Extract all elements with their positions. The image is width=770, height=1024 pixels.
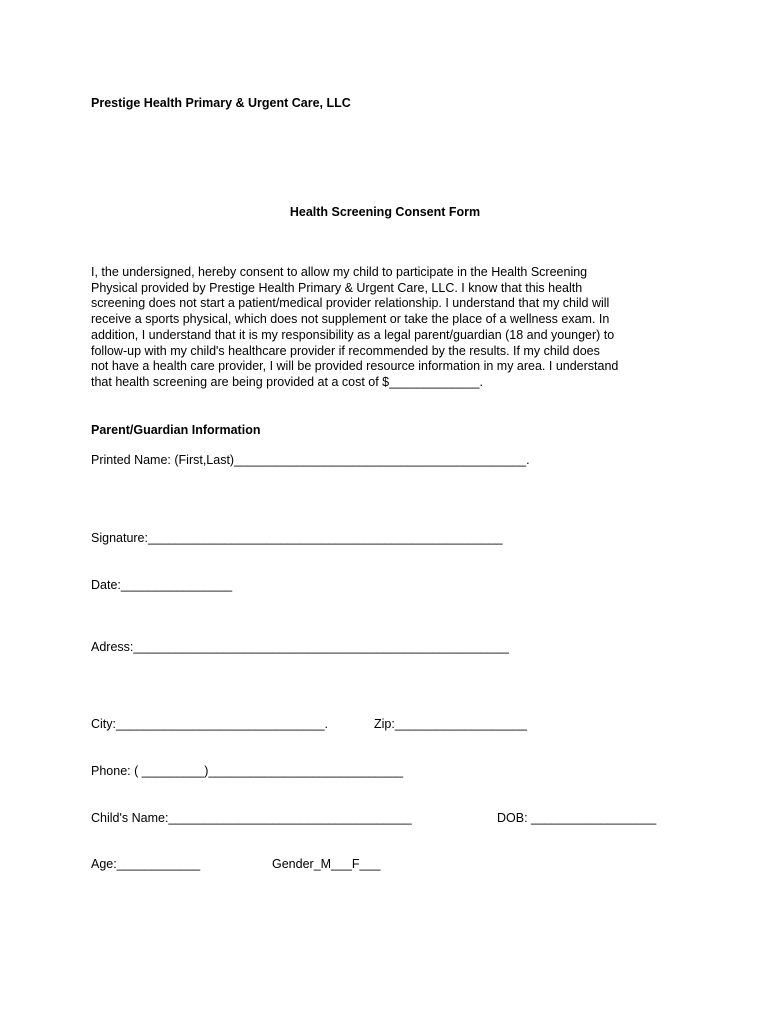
- childs-name-field: Child's Name:___________________________________: [91, 811, 412, 825]
- phone-field: Phone: ( _________)____________________________: [91, 764, 404, 778]
- date-field: Date:________________: [91, 578, 233, 592]
- zip-field: Zip:___________________: [374, 717, 527, 731]
- consent-line: not have a health care provider, I will be provided resource information in my area. I understand: [91, 359, 619, 374]
- consent-line: that health screening are being provided at a cost of $_____________.: [91, 374, 483, 389]
- consent-paragraph: [91, 265, 691, 391]
- dob-field: DOB: __________________: [497, 811, 657, 825]
- form-title: Health Screening Consent Form: [289, 205, 481, 219]
- city-field: City:______________________________.: [91, 717, 329, 731]
- consent-line: addition, I understand that it is my responsibility as a legal parent/guardian (18 and younger) to: [91, 327, 615, 342]
- company-name: Prestige Health Primary & Urgent Care, LLC: [91, 96, 351, 110]
- consent-line: screening does not start a patient/medical provider relationship. I understand that my child will: [91, 296, 610, 311]
- signature-field: Signature:___________________________________________________: [91, 531, 503, 545]
- gender-field: Gender_M___F___: [272, 857, 381, 871]
- age-field: Age:____________: [91, 857, 201, 871]
- parent-guardian-heading: Parent/Guardian Information: [91, 423, 261, 437]
- consent-line: I, the undersigned, hereby consent to allow my child to participate in the Health Screening: [91, 265, 588, 279]
- address-field: Adress:______________________________________________________: [91, 640, 509, 654]
- consent-line: follow-up with my child's healthcare provider if recommended by the results. If my child does: [91, 343, 600, 358]
- consent-line: Physical provided by Prestige Health Primary & Urgent Care, LLC. I know that this health: [91, 280, 583, 295]
- printed-name-field: Printed Name: (First,Last)__________________________________________.: [91, 453, 530, 467]
- consent-line: receive a sports physical, which does not supplement or take the place of a wellness exam. In: [91, 312, 610, 327]
